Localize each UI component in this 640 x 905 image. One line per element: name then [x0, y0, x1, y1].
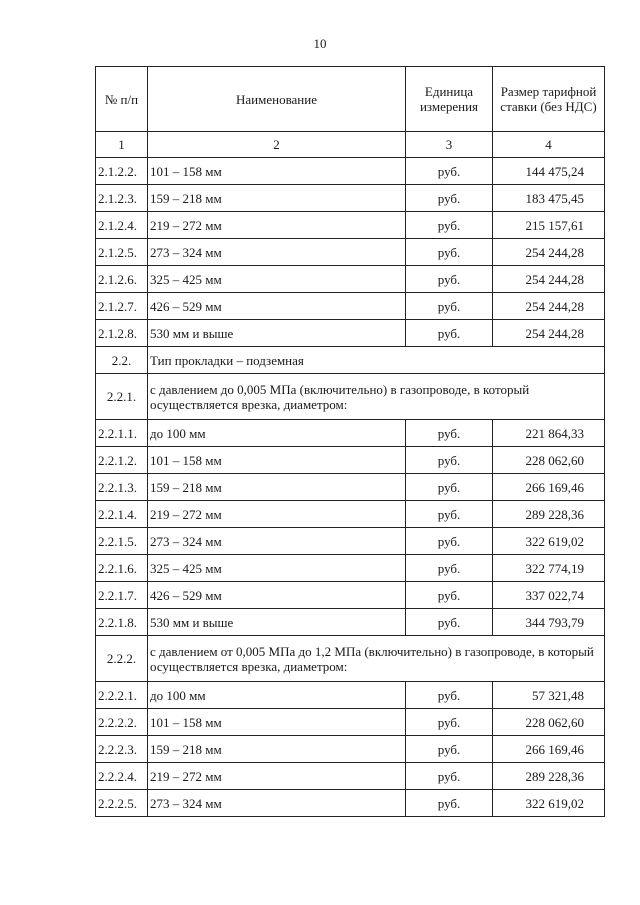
- row-number: 2.1.2.2.: [96, 158, 148, 185]
- row-name: 159 – 218 мм: [148, 736, 406, 763]
- row-value: 144 475,24: [493, 158, 605, 185]
- row-number: 2.2.2.4.: [96, 763, 148, 790]
- table-row: [96, 501, 605, 528]
- row-unit: руб.: [406, 790, 493, 817]
- table-row: [96, 447, 605, 474]
- table-header-row: [96, 67, 605, 132]
- row-unit: руб.: [406, 420, 493, 447]
- row-value: 322 774,19: [493, 555, 605, 582]
- row-number: 2.2.2.3.: [96, 736, 148, 763]
- section-title: Тип прокладки – подземная: [148, 347, 605, 374]
- row-number: 2.2.2.5.: [96, 790, 148, 817]
- table-row: [96, 420, 605, 447]
- row-value: 254 244,28: [493, 293, 605, 320]
- row-name: 325 – 425 мм: [148, 555, 406, 582]
- header-name: Наименование: [148, 67, 406, 132]
- row-value: 289 228,36: [493, 501, 605, 528]
- table-row: [96, 790, 605, 817]
- row-value: 254 244,28: [493, 266, 605, 293]
- row-unit: руб.: [406, 709, 493, 736]
- row-unit: руб.: [406, 474, 493, 501]
- row-name: 273 – 324 мм: [148, 239, 406, 266]
- row-number: 2.2.1.5.: [96, 528, 148, 555]
- table-row: [96, 158, 605, 185]
- row-number: 2.2.1.7.: [96, 582, 148, 609]
- row-unit: руб.: [406, 736, 493, 763]
- row-number: 2.1.2.4.: [96, 212, 148, 239]
- row-value: 221 864,33: [493, 420, 605, 447]
- row-unit: руб.: [406, 320, 493, 347]
- table-row: [96, 709, 605, 736]
- row-name: 219 – 272 мм: [148, 763, 406, 790]
- row-name: 273 – 324 мм: [148, 528, 406, 555]
- row-name: 219 – 272 мм: [148, 501, 406, 528]
- table-row: [96, 582, 605, 609]
- row-name: 530 мм и выше: [148, 320, 406, 347]
- row-name: до 100 мм: [148, 682, 406, 709]
- row-unit: руб.: [406, 555, 493, 582]
- section-title: с давлением от 0,005 МПа до 1,2 МПа (включительно) в газопроводе, в который осуществляется врезка, диаметром:: [148, 636, 605, 682]
- row-number: 2.2.2.2.: [96, 709, 148, 736]
- row-unit: руб.: [406, 185, 493, 212]
- page-number: 10: [313, 36, 327, 51]
- header-unit: Единица измерения: [406, 67, 493, 132]
- row-unit: руб.: [406, 266, 493, 293]
- table-row: [96, 528, 605, 555]
- row-name: 530 мм и выше: [148, 609, 406, 636]
- row-value: 344 793,79: [493, 609, 605, 636]
- row-unit: руб.: [406, 447, 493, 474]
- section-title: с давлением до 0,005 МПа (включительно) в газопроводе, в который осуществляется врезка, диаметром:: [148, 374, 605, 420]
- table-row: [96, 609, 605, 636]
- row-value: 322 619,02: [493, 528, 605, 555]
- table-row: [96, 347, 605, 374]
- row-number: 2.1.2.7.: [96, 293, 148, 320]
- row-unit: руб.: [406, 158, 493, 185]
- row-value: 266 169,46: [493, 736, 605, 763]
- table-row: [96, 293, 605, 320]
- row-name: 101 – 158 мм: [148, 709, 406, 736]
- table-row: [96, 185, 605, 212]
- table-row: [96, 239, 605, 266]
- row-value: 289 228,36: [493, 763, 605, 790]
- row-name: 219 – 272 мм: [148, 212, 406, 239]
- row-name: 426 – 529 мм: [148, 293, 406, 320]
- row-value: 228 062,60: [493, 447, 605, 474]
- column-numbers-row: [96, 132, 605, 158]
- row-number: 2.2.: [96, 347, 148, 374]
- row-value: 337 022,74: [493, 582, 605, 609]
- row-value: 254 244,28: [493, 239, 605, 266]
- tariff-table: [95, 66, 605, 817]
- row-number: 2.1.2.3.: [96, 185, 148, 212]
- row-name: до 100 мм: [148, 420, 406, 447]
- row-value: 57 321,48: [493, 682, 605, 709]
- row-name: 325 – 425 мм: [148, 266, 406, 293]
- row-number: 2.2.1.8.: [96, 609, 148, 636]
- row-value: 254 244,28: [493, 320, 605, 347]
- row-value: 266 169,46: [493, 474, 605, 501]
- row-number: 2.1.2.6.: [96, 266, 148, 293]
- header-number: № п/п: [96, 67, 148, 132]
- row-number: 2.2.1.2.: [96, 447, 148, 474]
- row-unit: руб.: [406, 763, 493, 790]
- table-row: [96, 636, 605, 682]
- row-number: 2.1.2.5.: [96, 239, 148, 266]
- row-unit: руб.: [406, 609, 493, 636]
- row-number: 2.2.1.: [96, 374, 148, 420]
- row-value: 228 062,60: [493, 709, 605, 736]
- table-row: [96, 374, 605, 420]
- row-value: 215 157,61: [493, 212, 605, 239]
- row-unit: руб.: [406, 528, 493, 555]
- table-row: [96, 736, 605, 763]
- table-row: [96, 682, 605, 709]
- tariff-table-body: [96, 67, 605, 817]
- row-number: 2.2.1.3.: [96, 474, 148, 501]
- table-row: [96, 212, 605, 239]
- table-row: [96, 266, 605, 293]
- column-number: 4: [493, 132, 605, 158]
- column-number: 2: [148, 132, 406, 158]
- row-name: 101 – 158 мм: [148, 158, 406, 185]
- row-unit: руб.: [406, 239, 493, 266]
- row-number: 2.2.1.1.: [96, 420, 148, 447]
- row-name: 159 – 218 мм: [148, 185, 406, 212]
- row-value: 322 619,02: [493, 790, 605, 817]
- table-row: [96, 474, 605, 501]
- table-row: [96, 763, 605, 790]
- row-name: 101 – 158 мм: [148, 447, 406, 474]
- table-row: [96, 320, 605, 347]
- table-row: [96, 555, 605, 582]
- row-unit: руб.: [406, 582, 493, 609]
- row-name: 273 – 324 мм: [148, 790, 406, 817]
- column-number: 1: [96, 132, 148, 158]
- row-unit: руб.: [406, 293, 493, 320]
- column-number: 3: [406, 132, 493, 158]
- row-number: 2.2.2.1.: [96, 682, 148, 709]
- row-unit: руб.: [406, 212, 493, 239]
- row-number: 2.1.2.8.: [96, 320, 148, 347]
- row-name: 159 – 218 мм: [148, 474, 406, 501]
- row-unit: руб.: [406, 682, 493, 709]
- row-number: 2.2.1.6.: [96, 555, 148, 582]
- row-number: 2.2.2.: [96, 636, 148, 682]
- row-unit: руб.: [406, 501, 493, 528]
- header-rate: Размер тарифной ставки (без НДС): [493, 67, 605, 132]
- row-value: 183 475,45: [493, 185, 605, 212]
- row-number: 2.2.1.4.: [96, 501, 148, 528]
- row-name: 426 – 529 мм: [148, 582, 406, 609]
